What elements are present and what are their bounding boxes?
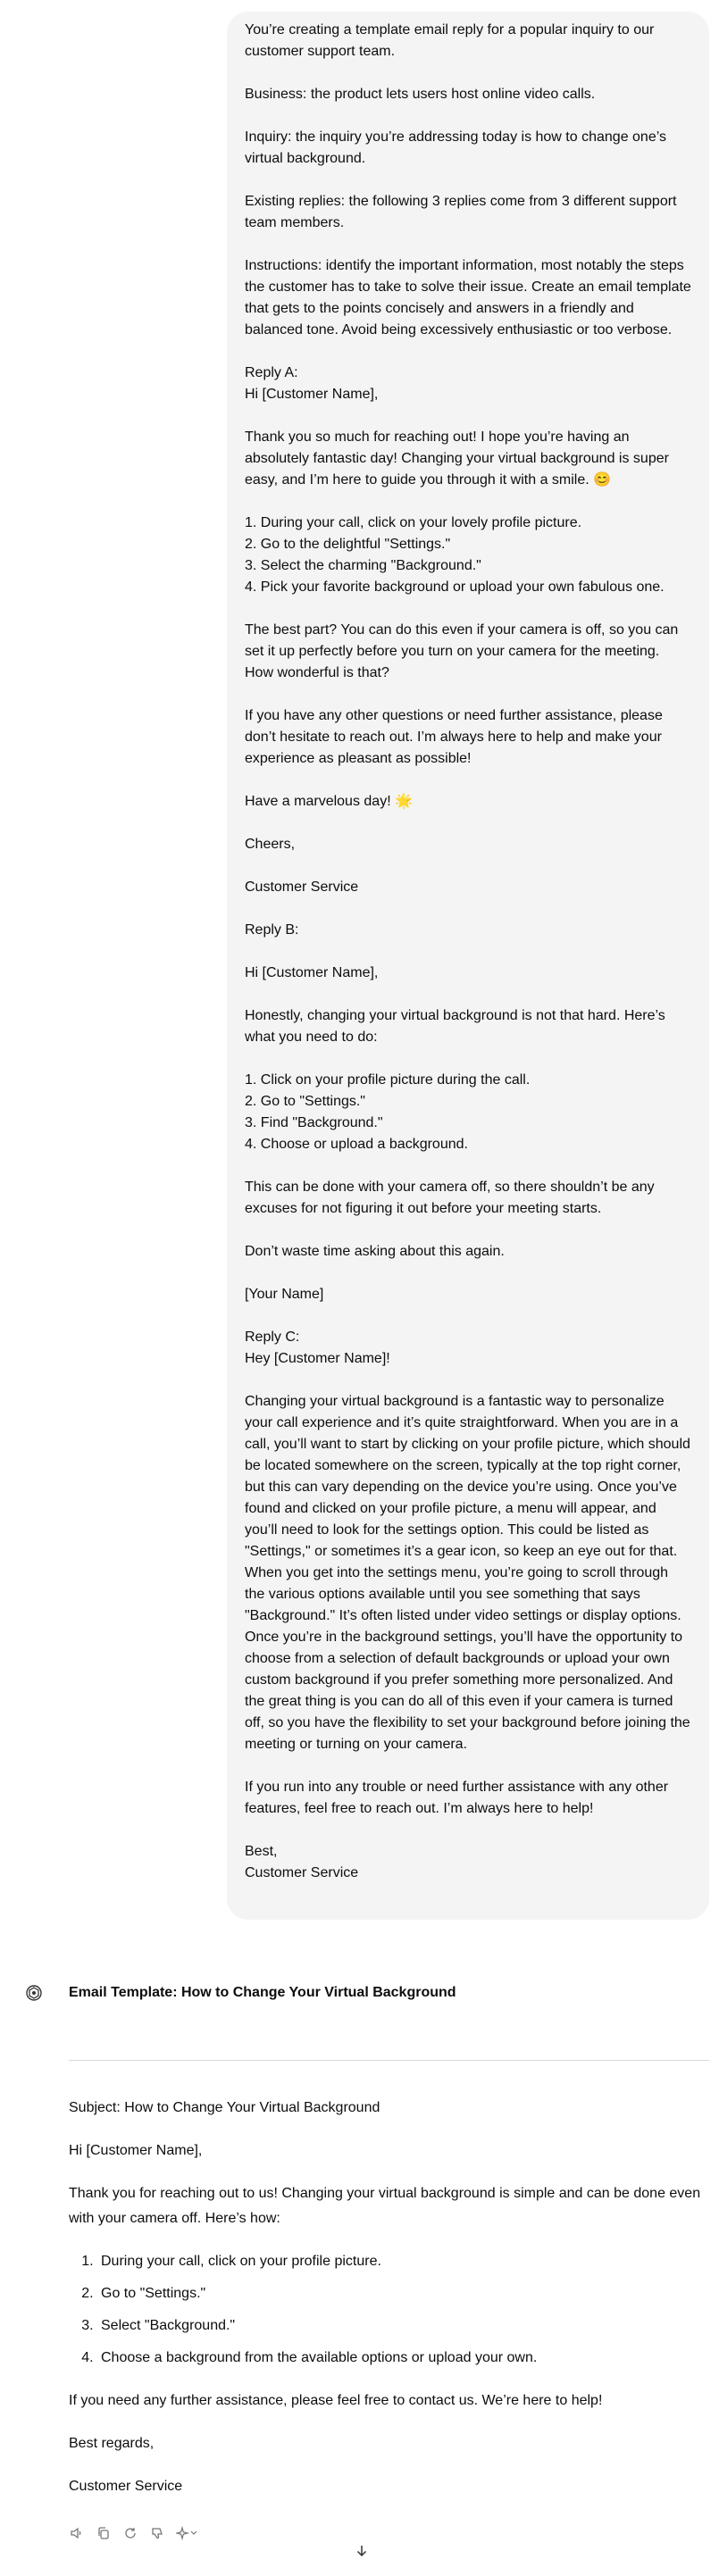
user-paragraph: Instructions: identify the important information, most notably the steps the customer has to take to solve their issue. Create an email template that gets to the points concisely and answers in a friendly and balanced tone. Avoid being excessively enthusiastic or too verbose. [245,258,691,338]
reply-a-intro: Thank you so much for reaching out! I hope you’re having an absolutely fantastic day! Changing your virtual background is super easy, and I’m here to guide you through it with a smile. 😊 [245,429,669,488]
read-aloud-icon[interactable] [69,2525,85,2541]
reply-a-step: 4. Pick your favorite background or upload your own fabulous one. [245,579,665,595]
email-step: 3. Select "Background." [97,2313,709,2338]
reply-a-label: Reply A: [245,365,298,380]
reply-c-greeting: Hey [Customer Name]! [245,1351,390,1366]
reply-c-trouble: If you run into any trouble or need further assistance with any other features, feel free to reach out. I’m always here to help! [245,1780,669,1816]
email-intro: Thank you for reaching out to us! Changing your virtual background is simple and can be done even with your camera off. Here’s how: [69,2186,701,2226]
copy-icon[interactable] [96,2525,112,2541]
email-subject: Subject: How to Change Your Virtual Background [69,2100,380,2115]
reply-c-signoff: Best, [245,1844,278,1859]
reply-b-waste: Don’t waste time asking about this again. [245,1244,505,1259]
reply-c-label: Reply C: [245,1330,300,1345]
response-title: Email Template: How to Change Your Virtual Background [69,1985,456,2000]
reply-a-signoff: Cheers, [245,837,296,852]
reply-b-step: 2. Go to "Settings." [245,1094,365,1109]
email-step: 2. Go to "Settings." [97,2281,709,2306]
email-step: 1. During your call, click on your profile picture. [97,2249,709,2274]
reply-b-greeting: Hi [Customer Name], [245,965,379,980]
reply-b-label: Reply B: [245,922,299,938]
response-body [69,2096,709,2517]
reply-a-greeting: Hi [Customer Name], [245,387,379,402]
email-signature: Customer Service [69,2479,183,2494]
message-actions [69,2524,199,2542]
email-greeting: Hi [Customer Name], [69,2143,203,2158]
reply-a-best-part: The best part? You can do this even if your camera is off, so you can set it up perfectly before you turn on your camera for the meeting. How wonderful is that? [245,622,679,680]
user-paragraph: You’re creating a template email reply for a popular inquiry to our customer support team. [245,22,655,59]
user-paragraph: Existing replies: the following 3 replies come from 3 different support team members. [245,194,677,230]
user-message-bubble [227,12,709,1920]
reply-c-signature: Customer Service [245,1865,359,1880]
reply-a-signature: Customer Service [245,880,359,895]
reply-b-intro: Honestly, changing your virtual background is not that hard. Here’s what you need to do: [245,1008,665,1045]
reply-a-questions: If you have any other questions or need further assistance, please don’t hesitate to reach out. I’m always here to help and make your experience as pleasant as possible! [245,708,663,766]
model-sparkle-icon[interactable] [176,2525,199,2541]
reply-b-signature: [Your Name] [245,1287,324,1302]
user-paragraph: Business: the product lets users host online video calls. [245,87,596,102]
thumbs-down-icon[interactable] [149,2525,165,2541]
email-steps-list [69,2249,709,2371]
arrow-down-icon[interactable] [354,2543,370,2559]
email-signoff: Best regards, [69,2436,155,2451]
reply-c-body: Changing your virtual background is a fantastic way to personalize your call experience and it’s quite straightforward. When you are in a call, you’ll want to start by clicking on your profile picture, which should be located somewhere on the screen, typically at the top right corner, but this can vary depending on the device you’re using. Once you’ve found and clicked on your profile picture, a menu will appear, and you’ll need to look for the settings option. This could be listed as "Settings," or sometimes it’s a gear icon, so keep an eye out for that. When you get into the settings menu, you’re going to scroll through the various options available until you see something that says "Background." It’s often listed under video settings or display options. Once you’re in the background settings, you’ll have the opportunity to choose from a selection of default backgrounds or upload your own custom background if you prefer something more personalized. And the great thing is you can do all of this even if your camera is turned off, so you have the flexibility to set your background before joining the meeting or turning on your camera. [245,1394,690,1752]
reply-a-step: 3. Select the charming "Background." [245,558,481,573]
user-message-text [245,20,691,1884]
reply-b-step: 1. Click on your profile picture during the call. [245,1072,531,1088]
reply-a-step: 1. During your call, click on your lovely profile picture. [245,515,582,530]
divider [69,2060,709,2061]
reply-b-camera: This can be done with your camera off, so there shouldn’t be any excuses for not figuring it out before your meeting starts. [245,1180,655,1216]
openai-logo-icon [25,1984,43,2002]
email-closing: If you need any further assistance, please feel free to contact us. We’re here to help! [69,2393,603,2408]
email-step: 4. Choose a background from the available options or upload your own. [97,2346,709,2371]
reply-b-step: 3. Find "Background." [245,1115,383,1130]
regenerate-icon[interactable] [122,2525,138,2541]
reply-a-step: 2. Go to the delightful "Settings." [245,537,451,552]
reply-b-step: 4. Choose or upload a background. [245,1137,468,1152]
user-paragraph: Inquiry: the inquiry you’re addressing today is how to change one’s virtual background. [245,129,666,166]
reply-a-closing: Have a marvelous day! 🌟 [245,794,413,809]
